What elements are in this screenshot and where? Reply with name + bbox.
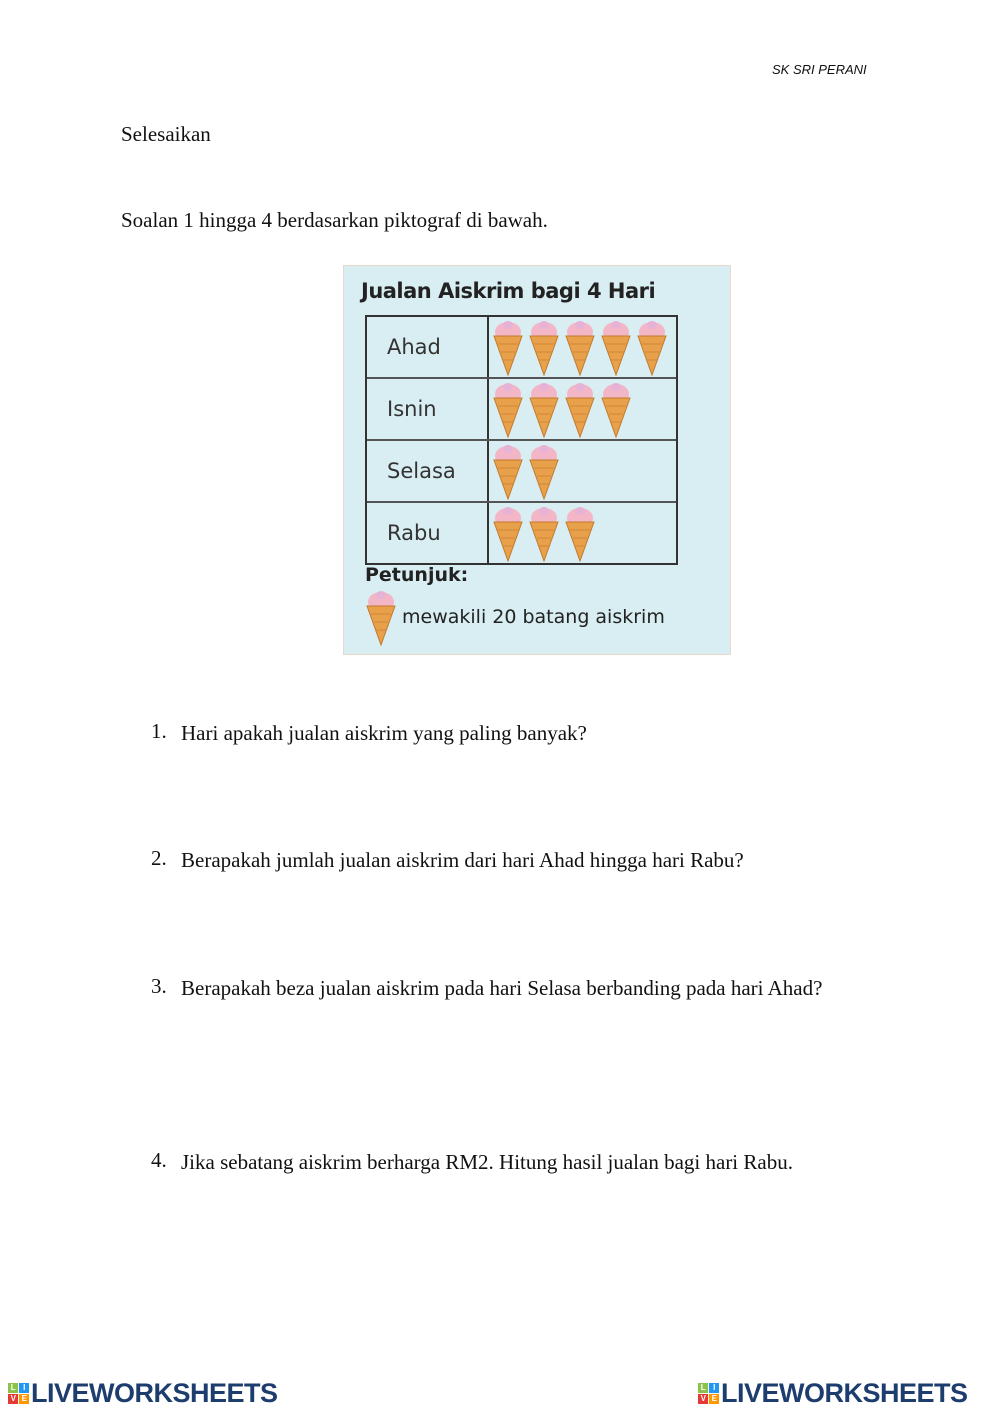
live-logo-icon bbox=[698, 1383, 719, 1404]
legend-title: Petunjuk: bbox=[365, 564, 469, 586]
question-number: 4. bbox=[151, 1148, 167, 1172]
question-text: Hari apakah jualan aiskrim yang paling banyak? bbox=[181, 721, 587, 745]
pictograph-row bbox=[367, 377, 676, 439]
ice-cream-cone-icon bbox=[493, 380, 523, 438]
question-4 bbox=[151, 1148, 881, 1177]
intro-text: Soalan 1 hingga 4 berdasarkan piktograf di bawah. bbox=[121, 208, 548, 232]
ice-cream-cone-icon bbox=[366, 588, 396, 650]
ice-cream-cone-icon bbox=[601, 380, 631, 438]
ice-cream-cone-icon bbox=[529, 504, 559, 562]
logo-letter: V bbox=[698, 1394, 708, 1404]
pictograph-row bbox=[367, 317, 676, 377]
legend-text: mewakili 20 batang aiskrim bbox=[402, 606, 665, 628]
ice-cream-cone-icon bbox=[565, 318, 595, 376]
logo-letter: V bbox=[8, 1394, 18, 1404]
day-label: Selasa bbox=[367, 441, 489, 501]
brand-text: LIVEWORKSHEETS bbox=[31, 1378, 278, 1408]
logo-letter: I bbox=[19, 1383, 29, 1393]
instruction: Selesaikan bbox=[121, 122, 211, 146]
liveworksheets-logo-right bbox=[698, 1378, 968, 1409]
pictograph-title: Jualan Aiskrim bagi 4 Hari bbox=[361, 279, 656, 303]
logo-letter: I bbox=[709, 1383, 719, 1393]
ice-cream-cone-icon bbox=[529, 380, 559, 438]
ice-cream-cone-icon bbox=[601, 318, 631, 376]
ice-cream-cone-icon bbox=[637, 318, 667, 376]
ice-cream-cone-icon bbox=[565, 504, 595, 562]
icon-cell bbox=[489, 317, 667, 377]
question-number: 2. bbox=[151, 846, 167, 870]
ice-cream-cone-icon bbox=[493, 318, 523, 376]
pictograph-row bbox=[367, 439, 676, 501]
question-text: Berapakah jumlah jualan aiskrim dari hari Ahad hingga hari Rabu? bbox=[181, 848, 744, 872]
day-label: Isnin bbox=[367, 379, 489, 439]
day-label: Ahad bbox=[367, 317, 489, 377]
pictograph-table bbox=[365, 315, 678, 565]
day-label: Rabu bbox=[367, 503, 489, 563]
question-text: Berapakah beza jualan aiskrim pada hari Selasa berbanding pada hari Ahad? bbox=[181, 976, 823, 1000]
liveworksheets-logo-left bbox=[8, 1378, 278, 1409]
question-number: 1. bbox=[151, 719, 167, 743]
ice-cream-cone-icon bbox=[529, 442, 559, 500]
ice-cream-cone-icon bbox=[366, 588, 396, 646]
live-logo-icon bbox=[8, 1383, 29, 1404]
brand-text: LIVEWORKSHEETS bbox=[721, 1378, 968, 1408]
logo-letter: L bbox=[8, 1383, 18, 1393]
pictograph bbox=[343, 265, 731, 655]
question-number: 3. bbox=[151, 974, 167, 998]
logo-letter: L bbox=[698, 1383, 708, 1393]
logo-letter: E bbox=[709, 1394, 719, 1404]
question-3 bbox=[151, 974, 881, 1003]
pictograph-row bbox=[367, 501, 676, 563]
icon-cell bbox=[489, 503, 595, 563]
school-name: SK SRI PERANI bbox=[772, 62, 867, 77]
icon-cell bbox=[489, 441, 559, 501]
question-text: Jika sebatang aiskrim berharga RM2. Hitung hasil jualan bagi hari Rabu. bbox=[181, 1150, 793, 1174]
ice-cream-cone-icon bbox=[565, 380, 595, 438]
icon-cell bbox=[489, 379, 631, 439]
ice-cream-cone-icon bbox=[529, 318, 559, 376]
ice-cream-cone-icon bbox=[493, 504, 523, 562]
logo-letter: E bbox=[19, 1394, 29, 1404]
ice-cream-cone-icon bbox=[493, 442, 523, 500]
question-1 bbox=[151, 719, 881, 748]
question-2 bbox=[151, 846, 881, 875]
